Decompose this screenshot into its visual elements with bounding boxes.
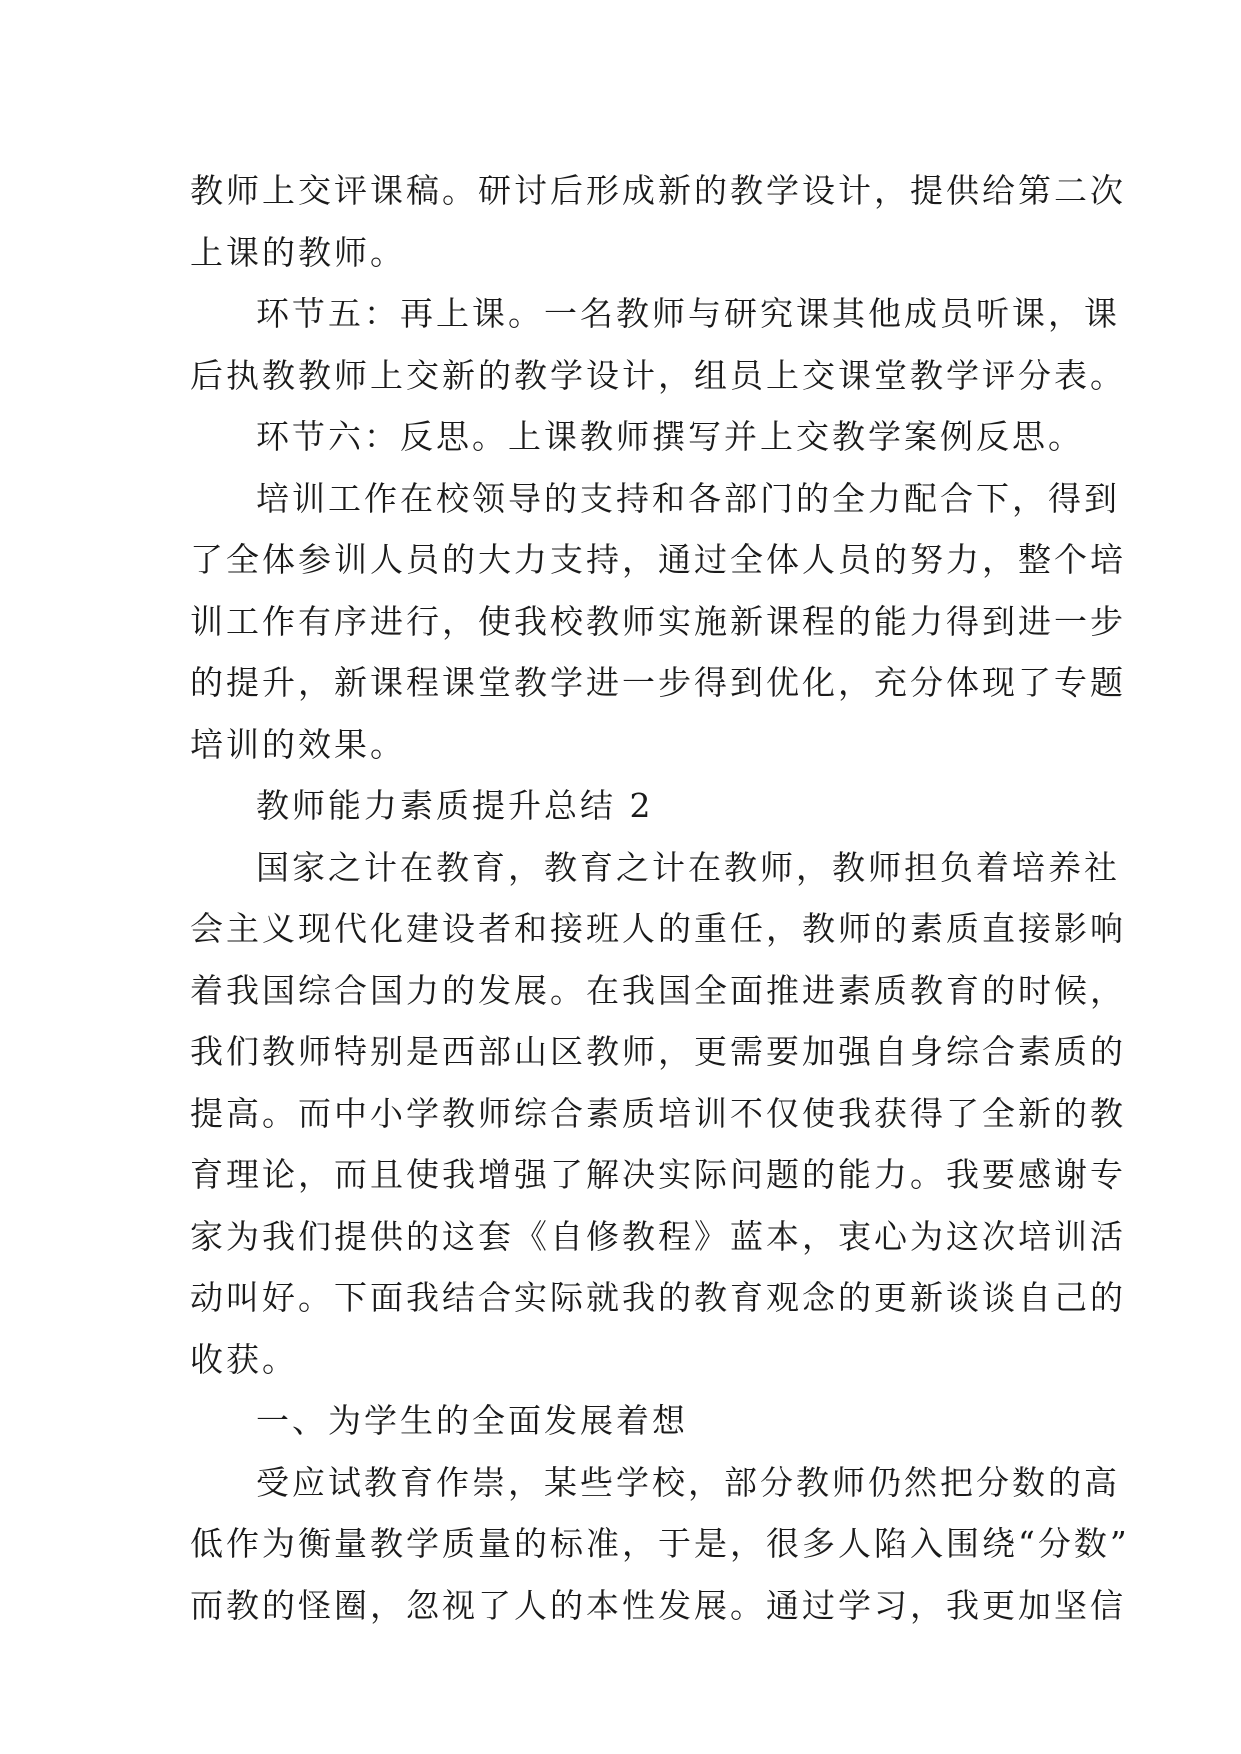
text-line: 训工作有序进行，使我校教师实施新课程的能力得到进一步 — [190, 601, 1126, 641]
text-line: 家为我们提供的这套《自修教程》蓝本，衷心为这次培训活 — [190, 1216, 1126, 1256]
text-line: 收获。 — [190, 1339, 298, 1379]
text-line: 提高。而中小学教师综合素质培训不仅使我获得了全新的教 — [190, 1093, 1126, 1133]
text-line: 上课的教师。 — [190, 232, 406, 272]
text-line: 的提升，新课程课堂教学进一步得到优化，充分体现了专题 — [190, 663, 1126, 702]
text-line: 我们教师特别是西部山区教师，更需要加强自身综合素质的 — [190, 1032, 1126, 1071]
text-line: 而教的怪圈，忽视了人的本性发展。通过学习，我更加坚信 — [190, 1585, 1126, 1625]
text-line: 着我国综合国力的发展。在我国全面推进素质教育的时候， — [190, 970, 1126, 1010]
text-line: 教师上交评课稿。研讨后形成新的教学设计，提供给第二次 — [190, 171, 1126, 210]
text-line: 环节六：反思。上课教师撰写并上交教学案例反思。 — [256, 417, 1084, 456]
text-line: 培训的效果。 — [190, 724, 406, 764]
text-line: 国家之计在教育，教育之计在教师，教师担负着培养社 — [256, 847, 1120, 887]
text-line: 育理论，而且使我增强了解决实际问题的能力。我要感谢专 — [190, 1155, 1126, 1194]
text-line: 动叫好。下面我结合实际就我的教育观念的更新谈谈自己的 — [190, 1278, 1126, 1317]
text-line: 了全体参训人员的大力支持，通过全体人员的努力，整个培 — [190, 540, 1126, 579]
document-body — [190, 160, 1130, 1636]
text-line: 后执教教师上交新的教学设计，组员上交课堂教学评分表。 — [190, 355, 1126, 395]
section-heading: 教师能力素质提升总结 2 — [256, 786, 654, 825]
text-line: 环节五：再上课。一名教师与研究课其他成员听课，课 — [256, 294, 1120, 333]
text-line: 受应试教育作崇，某些学校，部分教师仍然把分数的高 — [256, 1462, 1120, 1502]
text-line: 低作为衡量教学质量的标准，于是，很多人陷入围绕“分数” — [190, 1524, 1130, 1563]
text-line: 会主义现代化建设者和接班人的重任，教师的素质直接影响 — [190, 909, 1126, 948]
subsection-heading: 一、为学生的全面发展着想 — [256, 1401, 688, 1440]
text-line: 培训工作在校领导的支持和各部门的全力配合下，得到 — [256, 478, 1120, 518]
